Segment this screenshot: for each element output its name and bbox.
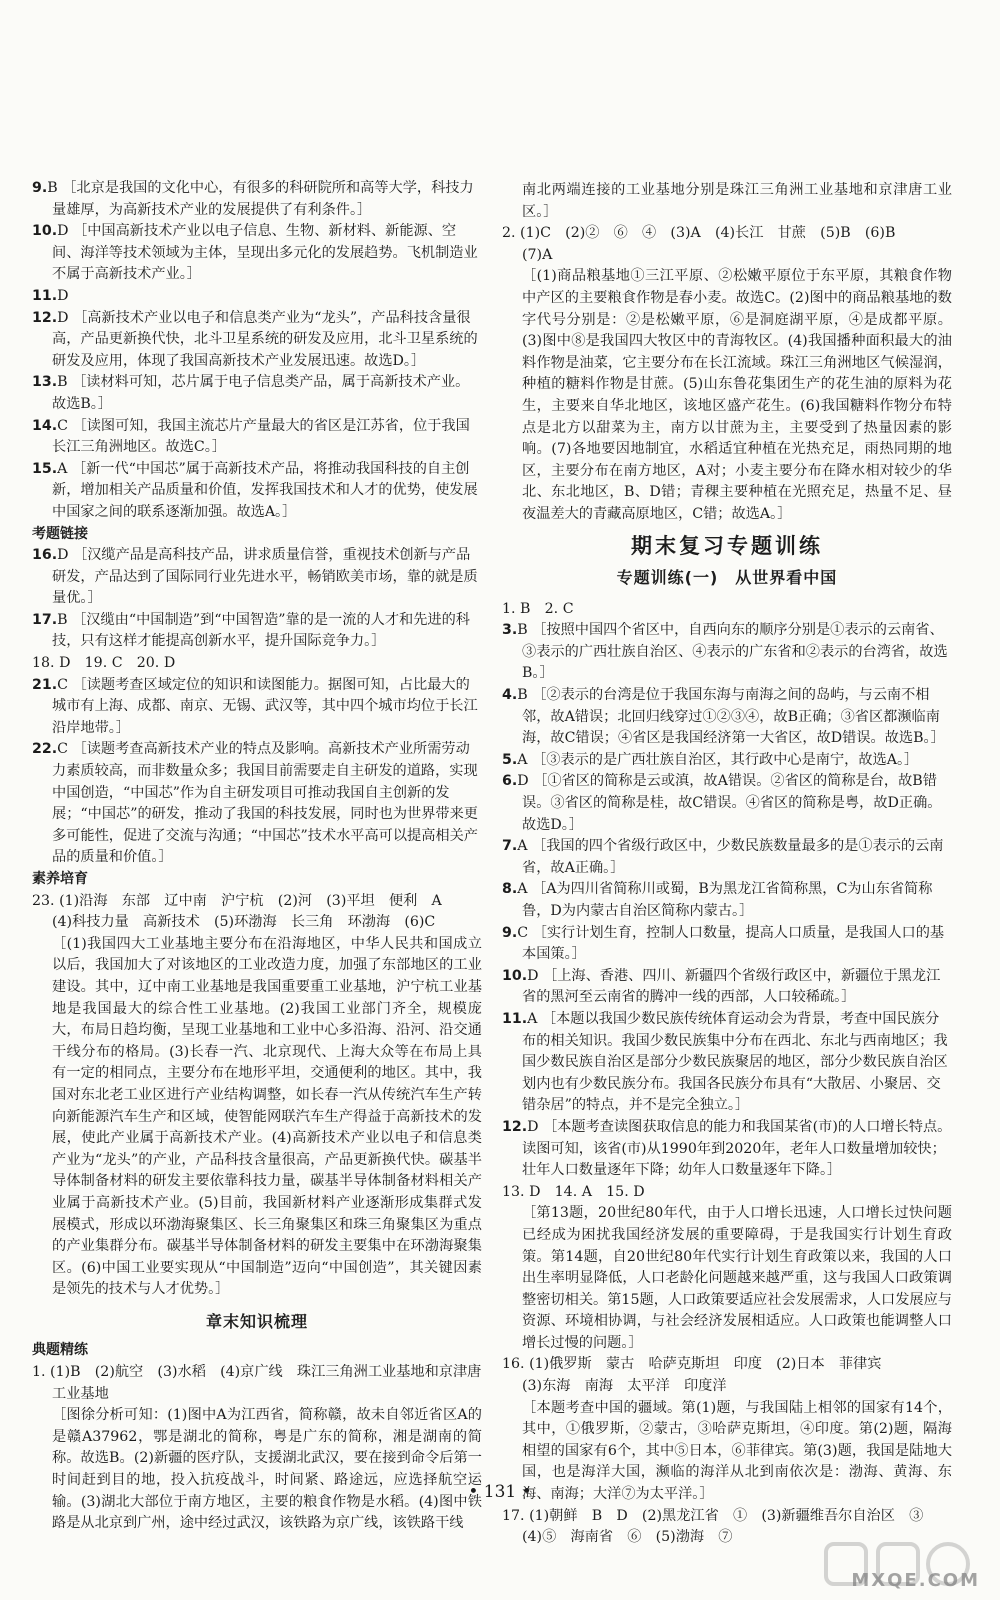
- answer-line: (7)A: [522, 246, 553, 263]
- answer-entry: 1. (1)B (2)航空 (3)水稻 (4)京广线 珠江三角洲工业基地和京津唐工业基地: [32, 1364, 482, 1402]
- section-label: 典题精练: [32, 1342, 88, 1359]
- section-label: 素养培育: [32, 871, 88, 887]
- answer-entry: 13. D 14. A 15. D: [502, 1183, 645, 1200]
- section-title: 章末知识梳理: [205, 1311, 308, 1331]
- answer-entry: 11.D: [32, 287, 69, 304]
- answer-entry: 16.D ［汉缆产品是高科技产品，讲求质量信誉，重视技术创新与产品研发，产品达到了国际同行业先进水平，畅销欧美市场，靠的就是质量优。］: [32, 547, 478, 607]
- answer-entry: 4.B ［②表示的台湾是位于我国东海与南海之间的岛屿，与云南不相邻，故A错误；北回归线穿过①②③④，故B正确；③省区都濒临南海，故C错误；④省区是我国经济第一大省区，故D错误。故选B。］: [502, 687, 945, 747]
- answer-line: (4)科技力量 高新技术 (5)环渤海 长三角 环渤海 (6)C: [52, 914, 436, 931]
- section-title: 专题训练(一) 从世界看中国: [616, 568, 838, 588]
- answer-entry: 12.D ［高新技术产业以电子和信息类产业为“龙头”，产品科技含量很高，产品更新换代快，北斗卫星系统的研发及应用，北斗卫星系统的研发及应用，体现了我国高新技术产业发展迅速。故选D。］: [32, 309, 478, 369]
- answer-entry: 23. (1)沿海 东部 辽中南 沪宁杭 (2)河 (3)平坦 便利 A: [32, 892, 442, 909]
- answer-explanation: 南北两端连接的工业基地分别是珠江三角洲工业基地和京津唐工业区。］: [522, 182, 952, 220]
- answer-entry: 6.D ［①省区的简称是云或滇，故A错误。②省区的简称是台，故B错误。③省区的简称是桂，故C错误。④省区的简称是粤，故D正确。故选D。］: [502, 773, 942, 833]
- answer-entry: 21.C ［读题考查区域定位的知识和读图能力。据图可知，占比最大的城市有上海、成都、南京、无锡、武汉等，其中四个城市均位于长江沿岸地带。］: [32, 676, 478, 736]
- left-column: [32, 178, 482, 1535]
- answer-entry: 3.B ［按照中国四个省区中，自西向东的顺序分别是①表示的云南省、③表示的广西壮族自治区、④表示的广东省和②表示的台湾省，故选B。］: [502, 622, 948, 682]
- answer-explanation: ［本题考查中国的疆域。第(1)题，与我国陆上相邻的国家有14个，其中，①俄罗斯，②蒙古，③哈萨克斯坦，④印度。第(2)题，隔海相望的国家有6个，其中⑤日本，⑥菲律宾。第(3)题，我国是陆地大国，也是海洋大国，濒临的海洋从北到南依次是：渤海、黄海、东海、南海；大洋⑦为太平洋。］: [522, 1399, 952, 1503]
- answer-line: (4)⑤ 海南省 ⑥ (5)渤海 ⑦: [522, 1529, 733, 1546]
- answer-entry: 17.B ［汉缆由“中国制造”到“中国智造”靠的是一流的人才和先进的科技，只有这样才能提高创新水平，提升国际竞争力。］: [32, 611, 470, 650]
- answer-entry: 13.B ［读材料可知，芯片属于电子信息类产品，属于高新技术产业。故选B。］: [32, 374, 470, 412]
- answer-entry: 7.A ［我国的四个省级行政区中，少数民族数量最多的是①表示的云南省，故A正确。］: [502, 838, 944, 876]
- answer-line: (3)东海 南海 太平洋 印度洋: [522, 1378, 727, 1395]
- answer-explanation: ［第13题，20世纪80年代，由于人口增长迅速，人口增长过快问题已经成为困扰我国经济发展的重要障碍，于是我国实行计划生育政策。第14题，自20世纪80年代实行计划生育政策以来，我国的人口出生率明显降低，人口老龄化问题越来越严重，这与我国人口政策调整密切相关。第15题，人口政策要适应社会发展需求，人口发展应与资源、环境相协调，与社会经济发展相适应。人口政策也能调整人口增长过慢的问题。］: [522, 1205, 952, 1351]
- answer-entry: 2. (1)C (2)② ⑥ ④ (3)A (4)长江 甘蔗 (5)B (6)B: [502, 225, 896, 242]
- answer-entry: 18. D 19. C 20. D: [32, 655, 176, 672]
- answer-explanation: ［(1)商品粮基地①三江平原、②松嫩平原位于东平原，其粮食作物中产区的主要粮食作物是春小麦。故选C。(2)图中的商品粮基地的数字代号分别是：②是松嫩平原，⑥是洞庭湖平原，④是成都平原。(3)图中⑧是我国四大牧区中的青海牧区。(4)我国播种面积最大的油料作物是油菜，它主要分布在长江流域。珠江三角洲地区气候湿润，种植的糖料作物是甘蔗。(5)山东鲁花集团生产的花生油的原料为花生，主要来自华北地区，该地区盛产花生。(6)我国糖料作物分布特点是北方以甜菜为主，南方以甘蔗为主，主要受到了热量因素的影响。(7)各地要因地制宜，水稻适宜种植在光热充足，雨热同期的地区，主要分布在南方地区，A对；小麦主要分布在降水相对较少的华北、东北地区，B、D错；青稞主要种植在光照充足，热量不足、昼夜温差大的青藏高原地区，C错；故选A。］: [522, 268, 952, 522]
- watermark-text: MXQE.COM: [851, 1570, 980, 1591]
- answer-entry: 17. (1)朝鲜 B D (2)黑龙江省 ① (3)新疆维吾尔自治区 ③: [502, 1507, 924, 1524]
- answer-entry: 9.B ［北京是我国的文化中心，有很多的科研院所和高等大学，科技力量雄厚，为高新技术产业的发展提供了有利条件。］: [32, 180, 474, 218]
- section-label: 考题链接: [32, 525, 88, 542]
- answer-entry: 8.A ［A为四川省简称川或蜀，B为黑龙江省简称黑，C为山东省简称鲁，D为内蒙古自治区简称内蒙古。］: [502, 881, 933, 919]
- answer-entry: 9.C ［实行计划生育，控制人口数量，提高人口质量，是我国人口的基本国策。］: [502, 924, 945, 963]
- answer-entry: 14.C ［读图可知，我国主流芯片产量最大的省区是江苏省，位于我国长江三角洲地区。故选C。］: [32, 417, 470, 456]
- answer-entry: 16. (1)俄罗斯 蒙古 哈萨克斯坦 印度 (2)日本 菲律宾: [502, 1356, 882, 1373]
- answer-entry: 10.D ［上海、香港、四川、新疆四个省级行政区中，新疆位于黑龙江省的黑河至云南省的腾冲一线的西部，人口较稀疏。］: [502, 967, 941, 1006]
- answer-entry: 22.C ［读题考查高新技术产业的特点及影响。高新技术产业所需劳动力素质较高，而非数量众多；我国目前需要走自主研发的道路，实现中国创造，“中国芯”作为自主研发项目可推动我国自主创新的发展；“中国芯”的研发，推动了我国的科技发展，同时也为世界带来更多可能性，促进了交流与沟通；“中国芯”技术水平高可以提高相关产品的质量和价值。］: [32, 741, 478, 866]
- answer-explanation: ［图徐分析可知：(1)图中A为江西省，简称赣，故未自邻近省区A的是赣A37962，鄂是湖北的简称，粤是广东的简称，湘是湖南的简称。故选B。(2)新疆的医疗队，支援湖北武汉，要在接到命令后第一时间赶到目的地，投入抗疫战斗，时间紧、路途远，应选择航空运输。(3)湖北大部位于南方地区，主要的粮食作物是水稻。(4)图中铁路是从北京到广州，途中经过武汉，该铁路为京广线，该铁路干线: [52, 1407, 482, 1532]
- answer-entry: 11.A ［本题以我国少数民族传统体育运动会为背景，考查中国民族分布的相关知识。我国少数民族集中分布在西北、东北与西南地区；我国少数民族自治区是部分少数民族聚居的地区，部分少数民族自治区划内也有少数民族分布。我国各民族分布具有“大散居、小聚居、交错杂居”的特点，并不是完全独立。］: [502, 1010, 948, 1114]
- page-number: • 131 •: [468, 1482, 532, 1502]
- right-column: [502, 180, 952, 1549]
- page-title: 期末复习专题训练: [631, 533, 823, 558]
- answer-explanation: ［(1)我国四大工业基地主要分布在沿海地区，中华人民共和国成立以后，我国加大了对该地区的工业改造力度，加强了东部地区的工业建设。其中，辽中南工业基地是我国重要重工业基地，沪宁杭工业基地是我国最大的综合性工业基地。(2)我国工业部门齐全，规模庞大，布局日趋均衡，呈现工业基地和工业中心多沿海、沿河、沿交通干线分布的格局。(3)长春一汽、北京现代、上海大众等在布局上具有一定的相同点，主要分布在地形平坦，交通便利的地区。其中，我国对东北老工业区进行产业结构调整，如长春一汽从传统汽车生产转向新能源汽车生产和区域，使智能网联汽车生产得益于高新技术的发展，使此产业属于高新技术产业。(4)高新技术产业以电子和信息类产业为“龙头”的产业，产品科技含量很高，产品更新换代快。碳基半导体制备材料的研发主要依靠科技力量，碳基半导体制备材料相关产业属于高新技术产业。(5)目前，我国新材料产业逐渐形成集群式发展模式，形成以环渤海聚集区、长三角聚集区和珠三角聚集区为重点的产业集群分布。碳基半导体制备材料的研发主要集中在环渤海聚集区。(6)中国工业要实现从“中国制造”迈向“中国创造”，其关键因素是领先的技术与人才优势。］: [52, 935, 482, 1298]
- answer-entry: 1. B 2. C: [502, 600, 574, 617]
- answer-entry: 15.A ［新一代“中国芯”属于高新技术产品，将推动我国科技的自主创新，增加相关产品质量和价值，发挥我国技术和人才的优势，使发展中国家之间的联系逐渐加强。故选A。］: [32, 460, 478, 520]
- answer-entry: 10.D ［中国高新技术产业以电子信息、生物、新材料、新能源、空间、海洋等技术领域为主体，呈现出多元化的发展趋势。飞机制造业不属于高新技术产业。］: [32, 223, 478, 283]
- answer-entry: 12.D ［本题考查读图获取信息的能力和我国某省(市)的人口增长特点。读图可知，该省(市)从1990年到2020年，老年人口数量增加较快；壮年人口数量逐年下降；幼年人口数量逐年下降。］: [502, 1118, 952, 1179]
- answer-entry: 5.A ［③表示的是广西壮族自治区，其行政中心是南宁，故选A。］: [502, 751, 919, 768]
